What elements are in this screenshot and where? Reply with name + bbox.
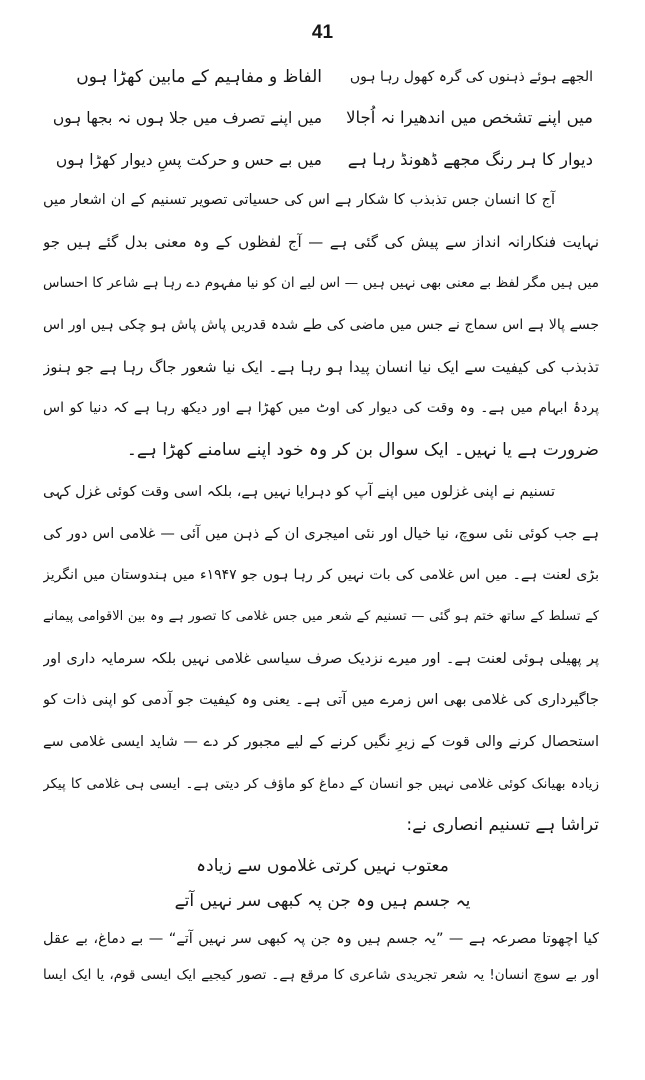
prose-line: زیادہ بھیانک کوئی غلامی نہیں جو انسان کے دماغ کو ماؤف کر دیتی ہے۔ ایسی ہی غلامی کا پیکر — [43, 776, 599, 792]
prose-line: جسے پالا ہے اس سماج نے جس میں ماضی کی طے شدہ قدریں پاش پاش ہو چکی ہیں اور اس — [43, 317, 599, 333]
prose-line: جاگیرداری کی غلامی بھی اس زمرے میں آتی ہے۔ یعنی وہ کیفیت جو آدمی کو اپنی ذات کو — [43, 692, 599, 708]
prose-line: پر پھیلی ہوئی لعنت ہے۔ اور میرے نزدیک صرف سیاسی غلامی نہیں بلکہ سرمایہ داری اور — [43, 651, 599, 667]
prose-line: تسنیم نے اپنی غزلوں میں اپنے آپ کو دہرایا نہیں ہے، بلکہ اسی وقت کوئی غزل کہی — [43, 484, 555, 500]
prose-line: کیا اچھوتا مصرعہ ہے — ”یہ جسم ہیں وہ جن پہ کبھی سر نہیں آتے“ — بے دماغ، بے عقل — [43, 931, 599, 947]
verse-line: معتوب نہیں کرتی غلاموں سے زیادہ — [196, 856, 449, 876]
couplet-right-line: دیوار کا ہر رنگ مجھے ڈھونڈ رہا ہے — [347, 150, 593, 169]
prose-line: آج کا انسان جس تذبذب کا شکار ہے اس کی حسیاتی تصویر تسنیم کے ان اشعار میں — [43, 192, 555, 208]
prose-line: اور بے سوچ انسان! یہ شعر تجریدی شاعری کا مرقع ہے۔ تصور کیجیے ایک ایسی قوم، یا ایک ایسا — [43, 967, 599, 983]
page-number: 41 — [311, 22, 334, 43]
prose-line: ضرورت ہے یا نہیں۔ ایک سوال بن کر وہ خود اپنے سامنے کھڑا ہے۔ — [126, 440, 599, 460]
prose-line: تراشا ہے تسنیم انصاری نے: — [406, 815, 599, 835]
prose-line: نہایت فنکارانہ انداز سے پیش کی گئی ہے — آج لفظوں کے وہ معنی بدل گئے ہیں جو — [43, 233, 599, 251]
couplet-left-line: میں اپنے تصرف میں جلا ہوں نہ بجھا ہوں — [52, 109, 322, 127]
couplet-left-line: الفاظ و مفاہیم کے مابین کھڑا ہوں — [76, 67, 322, 87]
prose-line: تذبذب کی کیفیت سے ایک نیا انسان پیدا ہو رہا ہے۔ ایک نیا شعور جاگ رہا ہے جو ہنوز — [43, 358, 599, 376]
couplet-right-line: الجھے ہوئے ذہنوں کی گرہ کھول رہا ہوں — [349, 69, 593, 85]
prose-line: بڑی لعنت ہے۔ میں اس غلامی کی بات نہیں کر رہا ہوں جو ۱۹۴۷ء میں ہندوستان میں انگریز — [43, 567, 599, 583]
prose-line: میں ہیں مگر لفظ بے معنی بھی نہیں ہیں — اس لیے ان کو نیا مفہوم دے رہا ہے شاعر کا احساس — [43, 275, 599, 291]
couplet-left-line: میں بے حس و حرکت پسِ دیوار کھڑا ہوں — [55, 151, 322, 169]
prose-line: استحصال کرنے والی قوت کے زیرِ نگیں کرنے کے لیے مجبور کر دے — شاید ایسی غلامی سے — [43, 734, 599, 750]
prose-line: کے تسلط کے ساتھ ختم ہو گئی — تسنیم کے شعر میں جس غلامی کا تصور ہے وہ بین الاقوامی پیمانے — [43, 609, 599, 624]
verse-line: یہ جسم ہیں وہ جن پہ کبھی سر نہیں آتے — [174, 891, 471, 911]
couplet-right-line: میں اپنے تشخص میں اندھیرا نہ اُجالا — [346, 108, 593, 127]
prose-line: پردۂ ابہام میں ہے۔ وہ وقت کی دیوار کی اوٹ میں کھڑا ہے اور دیکھ رہا ہے کہ دنیا کو اس — [43, 400, 599, 416]
prose-line: ہے جب کوئی نئی سوچ، نیا خیال اور نئی امیجری ان کے ذہن میں آئی — غلامی اس دور کی — [43, 526, 599, 542]
